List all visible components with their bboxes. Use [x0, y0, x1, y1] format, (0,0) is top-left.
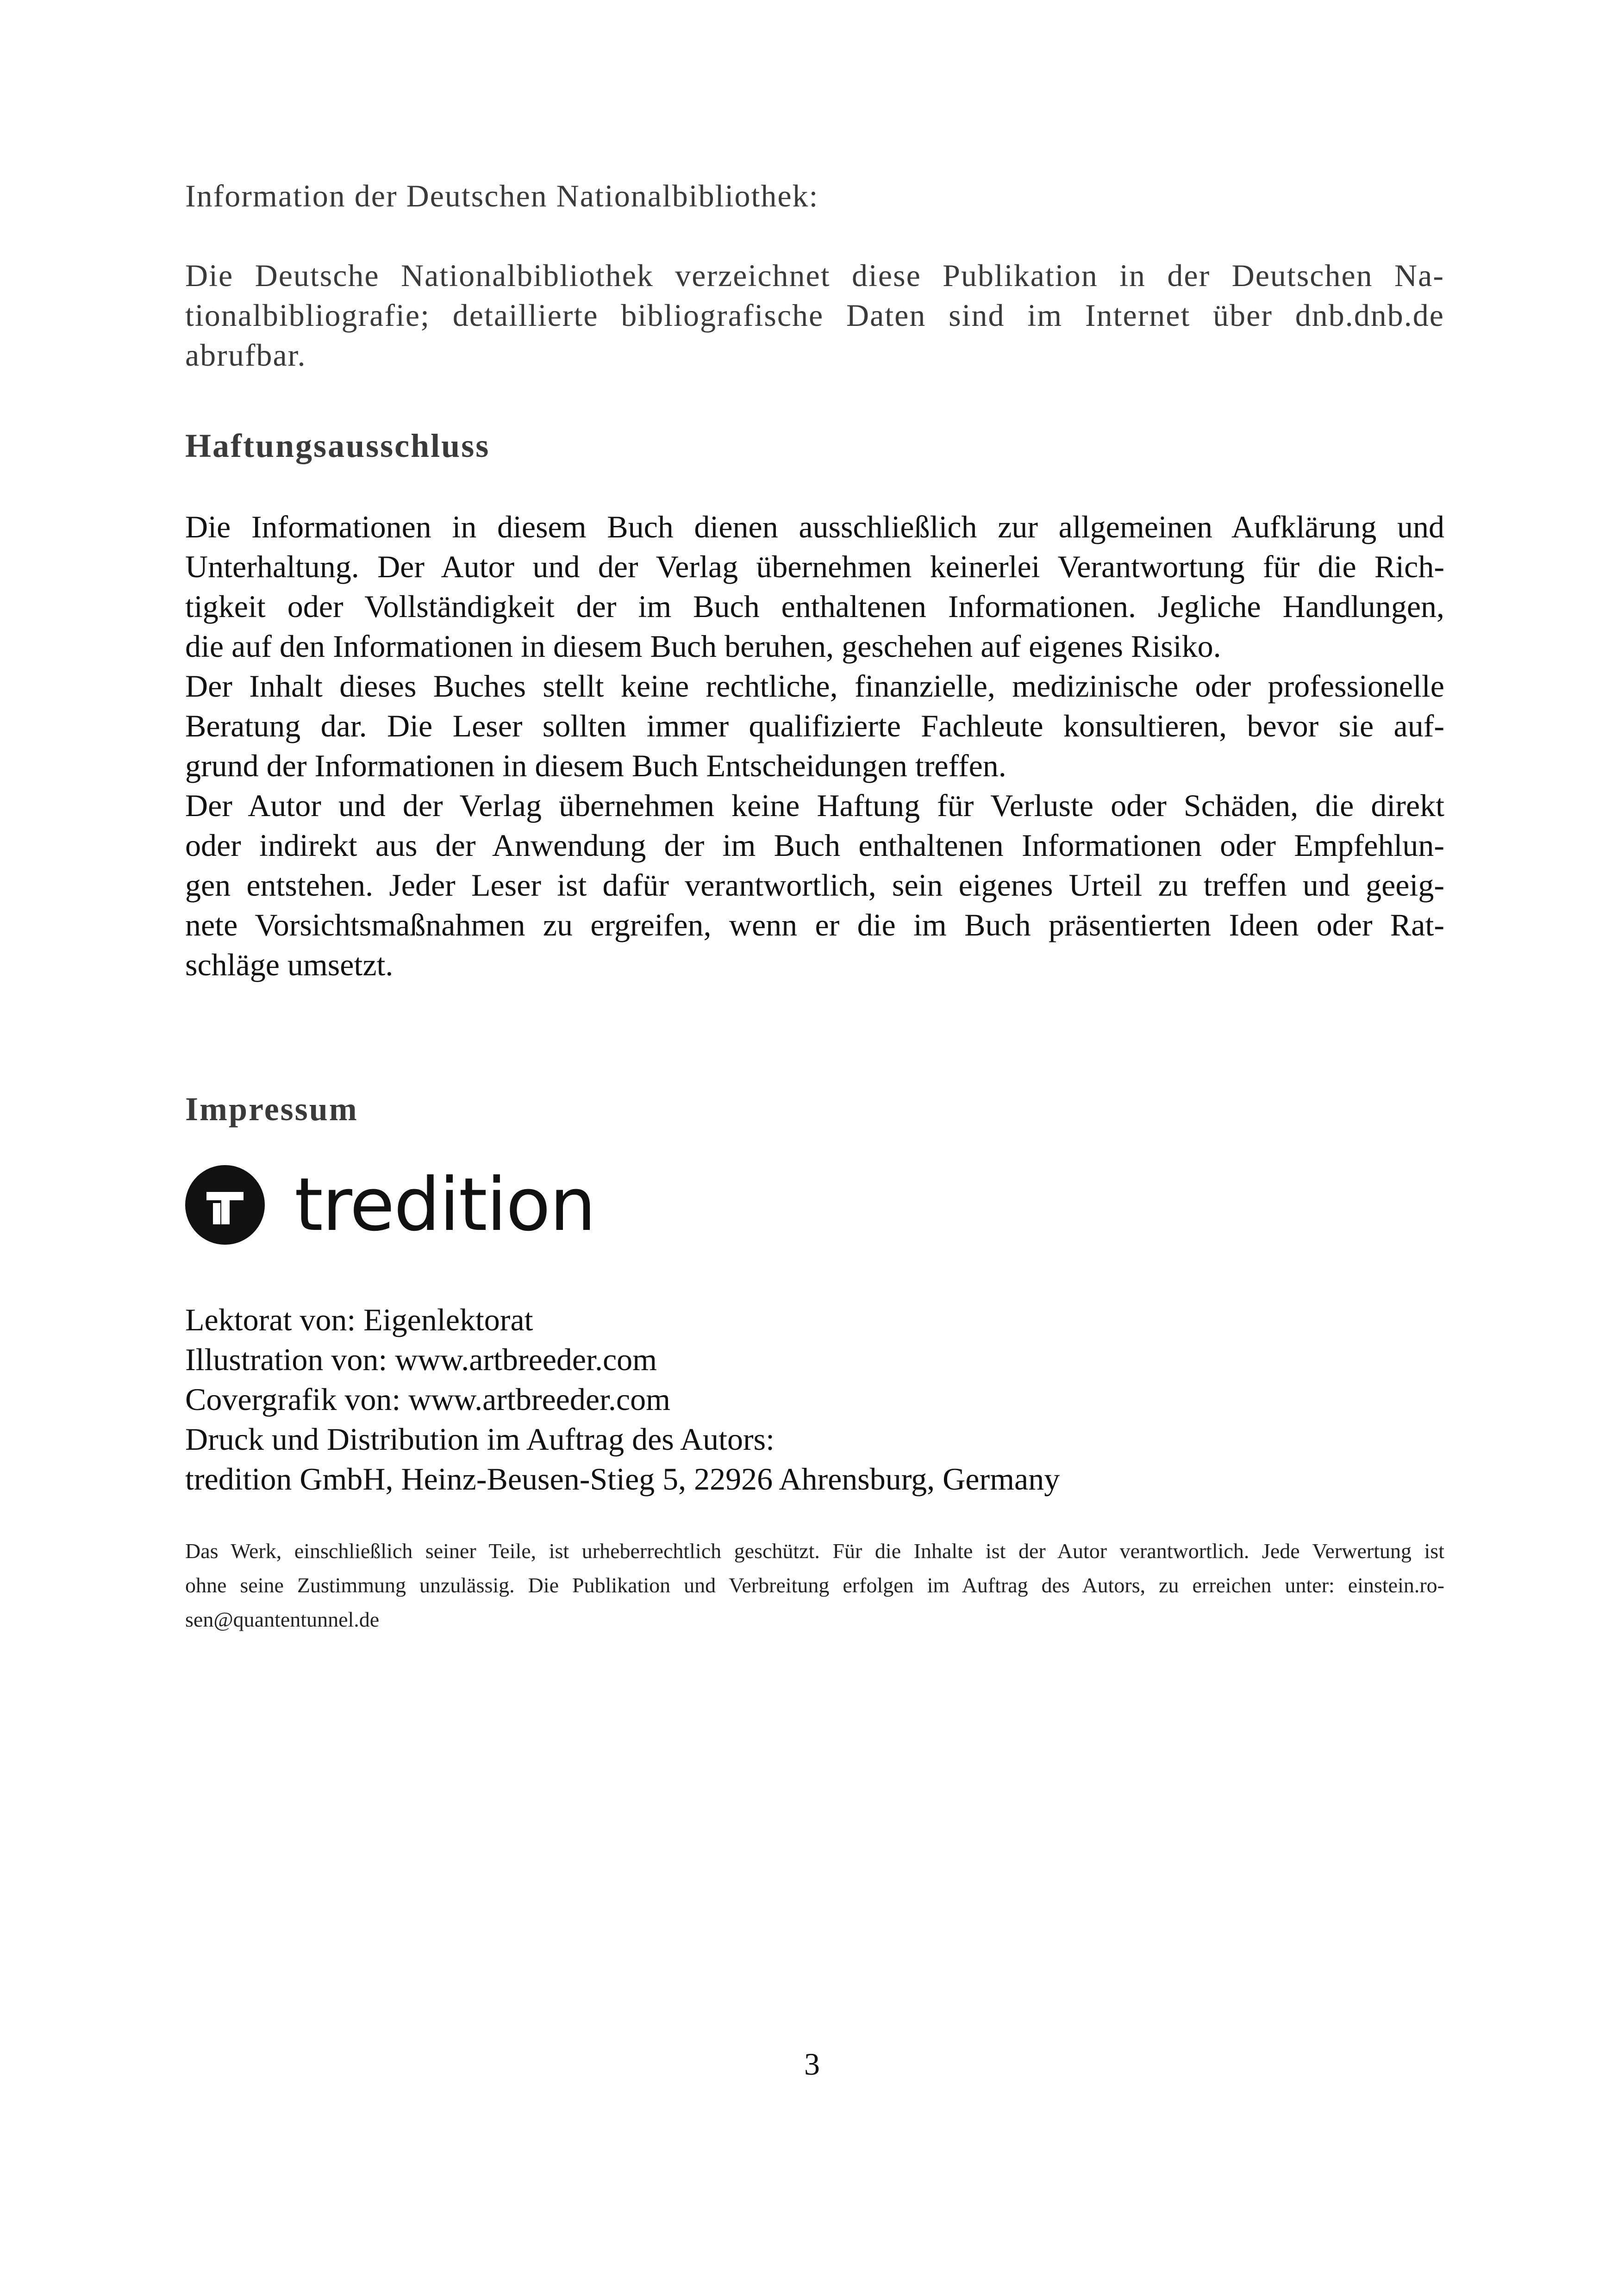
- copyright-line: ohne seine Zustimmung unzulässig. Die Publikation und Verbreitung erfolgen im Auftrag des Autors, zu erreichen unter: einstein.ro-: [185, 1573, 1444, 1597]
- disclaimer-line: Der Inhalt dieses Buches stellt keine rechtliche, finanzielle, medizinische oder professionelle: [185, 668, 1444, 704]
- haftung-heading: Haftungsausschluss: [185, 427, 490, 464]
- page-number: 3: [804, 2046, 820, 2082]
- impressum-heading: Impressum: [185, 1091, 358, 1128]
- credit-line: Lektorat von: Eigenlektorat: [185, 1302, 533, 1337]
- disclaimer-line: schläge umsetzt.: [185, 947, 394, 982]
- impressum-credits: [185, 1300, 1444, 1499]
- dnb-line: Die Deutsche Nationalbibliothek verzeichnet diese Publikation in der Deutschen Na-: [185, 258, 1444, 293]
- copyright-notice: [185, 1534, 1444, 1637]
- disclaimer-line: oder indirekt aus der Anwendung der im Buch enthaltenen Informationen oder Empfehlun-: [185, 828, 1444, 863]
- credit-line: Illustration von: www.artbreeder.com: [185, 1342, 657, 1377]
- disclaimer-line: Unterhaltung. Der Autor und der Verlag übernehmen keinerlei Verantwortung für die Rich-: [185, 549, 1444, 584]
- credit-line: Druck und Distribution im Auftrag des Autors:: [185, 1422, 775, 1457]
- credit-line: tredition GmbH, Heinz-Beusen-Stieg 5, 22926 Ahrensburg, Germany: [185, 1461, 1060, 1497]
- disclaimer-line: grund der Informationen in diesem Buch Entscheidungen treffen.: [185, 748, 1006, 783]
- dnb-line: abrufbar.: [185, 337, 306, 373]
- disclaimer-line: Beratung dar. Die Leser sollten immer qualifizierte Fachleute konsultieren, bevor sie auf-: [185, 708, 1444, 743]
- credit-line: Covergrafik von: www.artbreeder.com: [185, 1382, 670, 1417]
- page-content: [185, 176, 1444, 1637]
- disclaimer-line: nete Vorsichtsmaßnahmen zu ergreifen, wenn er die im Buch präsentierten Ideen oder Rat-: [185, 907, 1444, 942]
- copyright-line: Das Werk, einschließlich seiner Teile, ist urheberrechtlich geschützt. Für die Inhalte ist der Autor verantwortlich. Jede Verwertung ist: [185, 1539, 1444, 1563]
- disclaimer-line: Die Informationen in diesem Buch dienen ausschließlich zur allgemeinen Aufklärung und: [185, 509, 1444, 544]
- disclaimer-text: [185, 507, 1444, 985]
- copyright-line: sen@quantentunnel.de: [185, 1608, 380, 1631]
- disclaimer-line: gen entstehen. Jeder Leser ist dafür verantwortlich, sein eigenes Urteil zu treffen und geeig-: [185, 867, 1444, 903]
- tredition-logo-icon: [185, 1165, 265, 1245]
- dnb-line: tionalbibliografie; detaillierte bibliografische Daten sind im Internet über dnb.dnb.de: [185, 298, 1444, 333]
- tredition-logo: [185, 1161, 1444, 1249]
- disclaimer-line: die auf den Informationen in diesem Buch beruhen, geschehen auf eigenes Risiko.: [185, 629, 1221, 664]
- dnb-title: Information der Deutschen Nationalbibliothek:: [185, 178, 819, 213]
- disclaimer-line: tigkeit oder Vollständigkeit der im Buch enthaltenen Informationen. Jegliche Handlungen,: [185, 589, 1444, 624]
- disclaimer-line: Der Autor und der Verlag übernehmen keine Haftung für Verluste oder Schäden, die direkt: [185, 788, 1444, 823]
- dnb-paragraph: [185, 256, 1444, 375]
- tredition-logo-text: tredition: [294, 1162, 595, 1247]
